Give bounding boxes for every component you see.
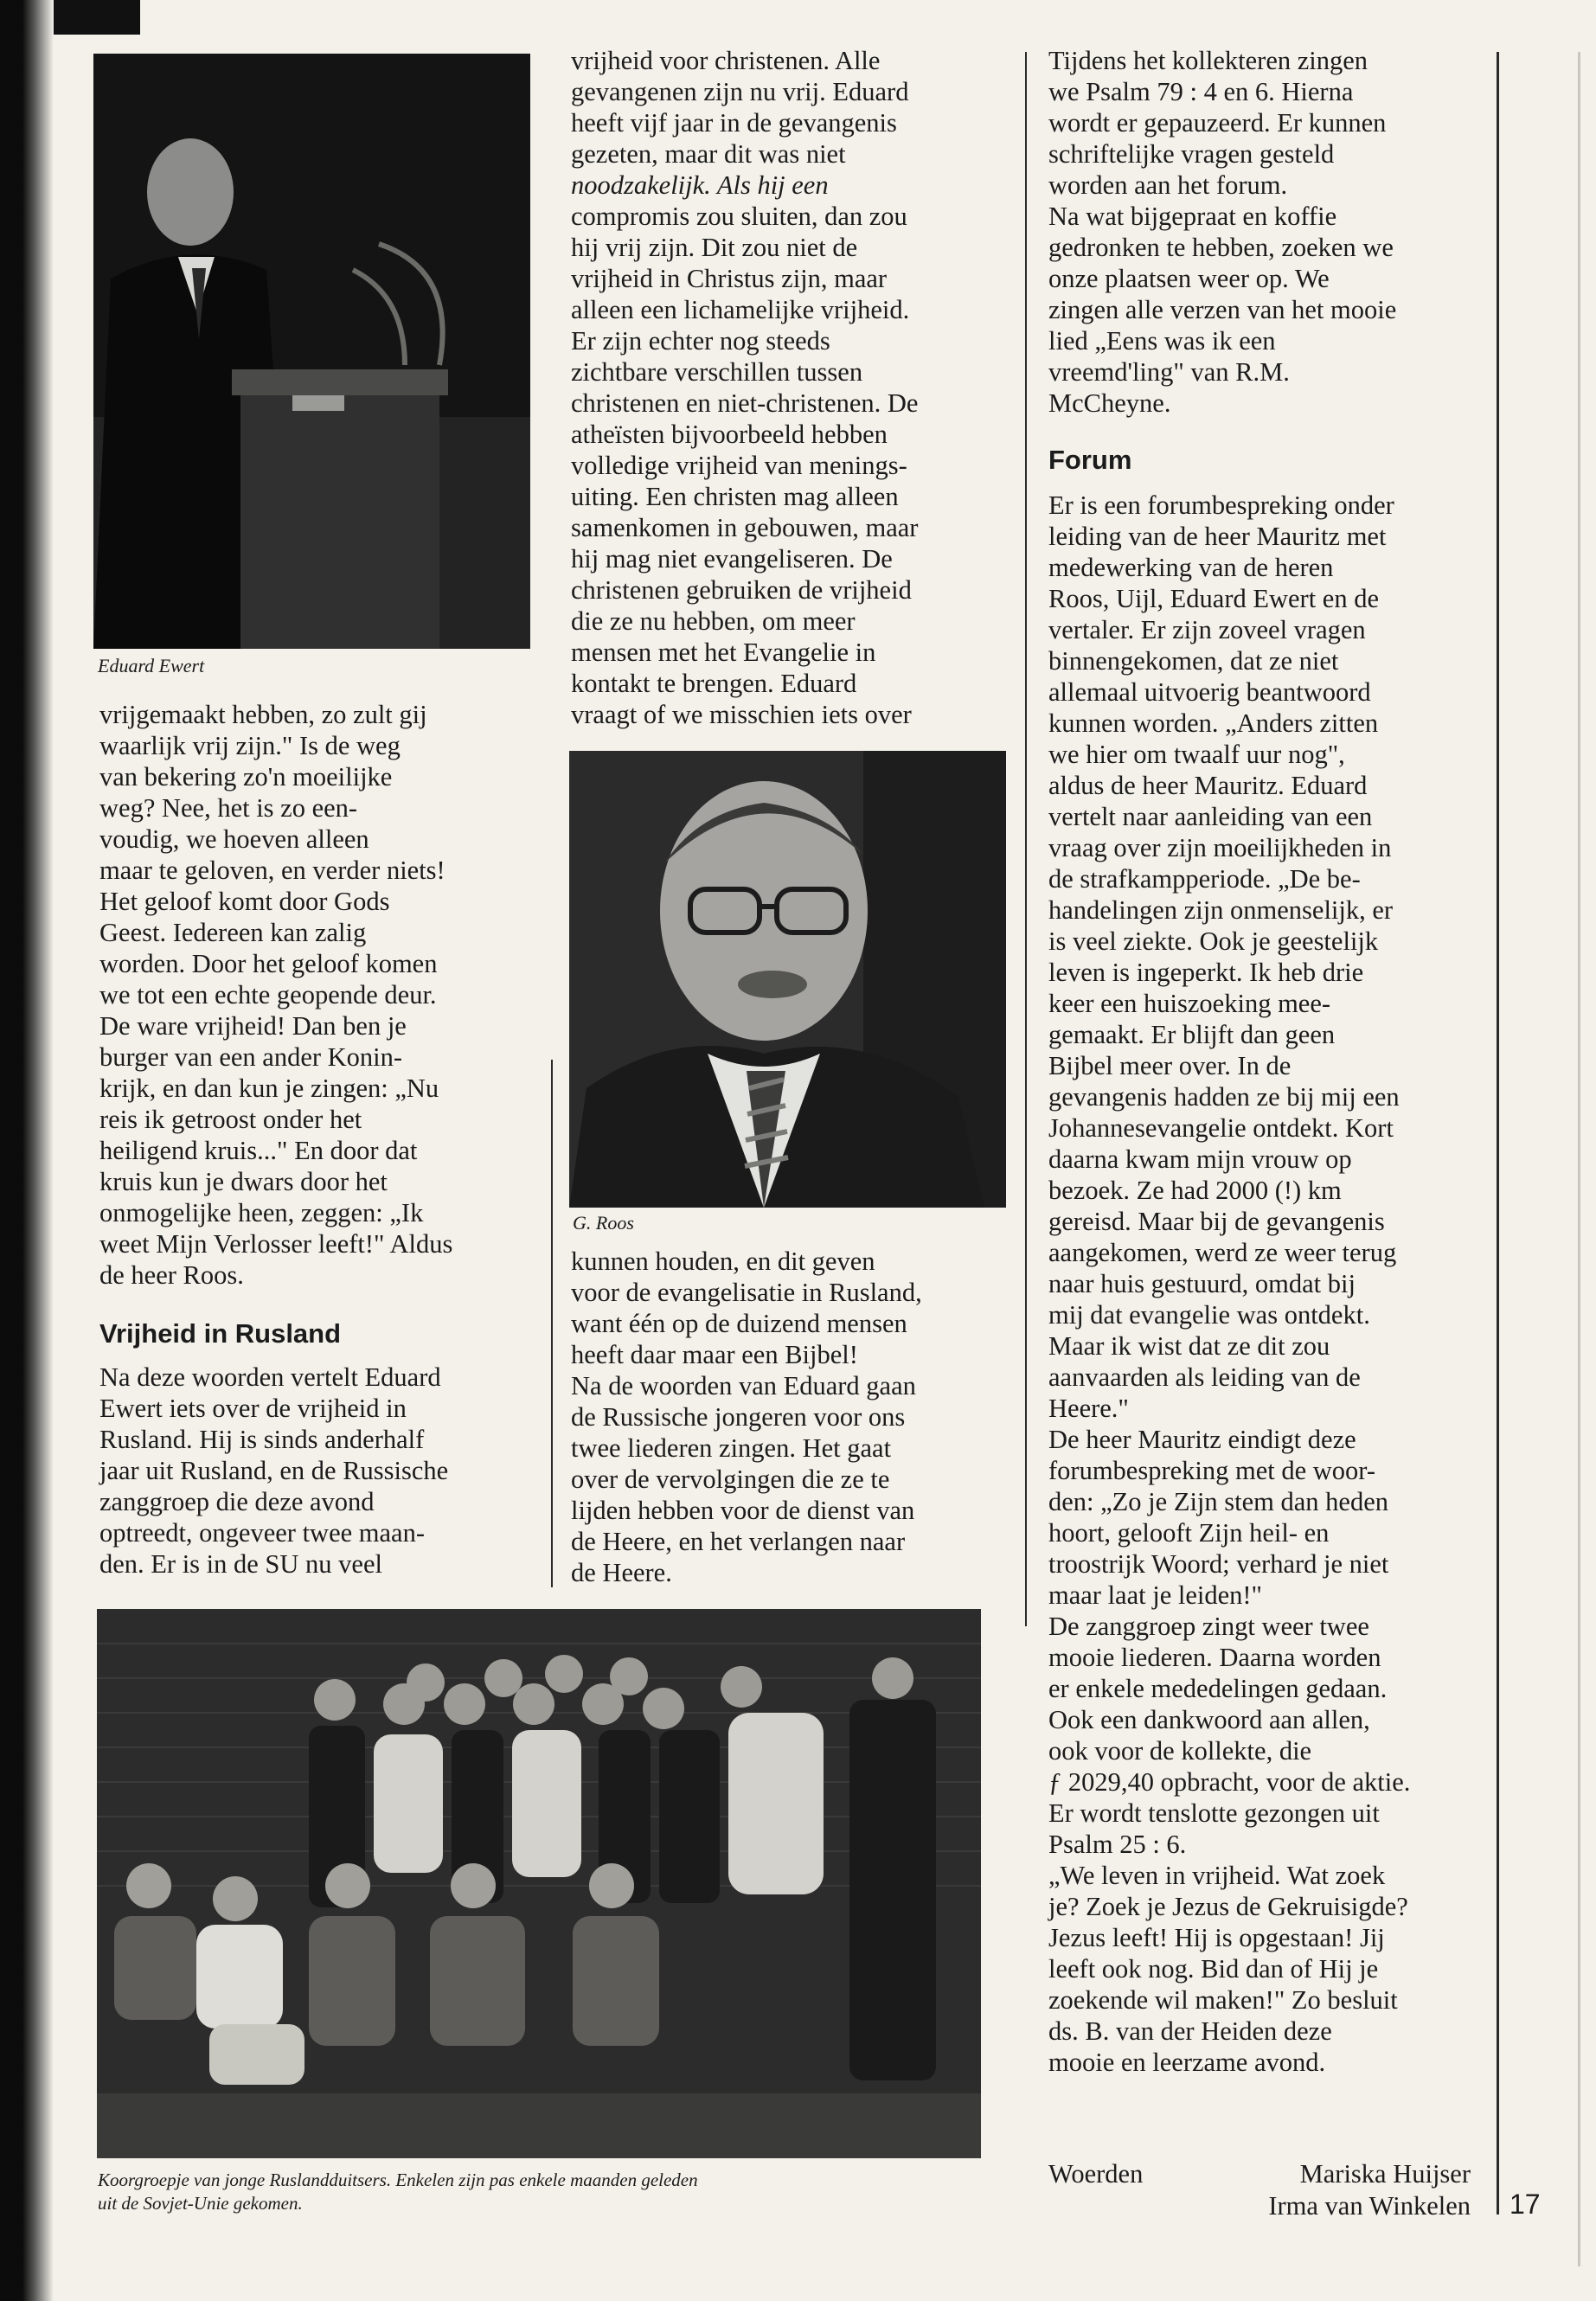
photo-eduard-ewert [93,54,530,649]
photo-choir-group [97,1609,981,2158]
caption-roos: G. Roos [573,1212,634,1234]
col2-paragraph-2: kunnen houden, en dit geven voor de evangelisatie in Rusland, want één op de duizend mensen heeft daar maar een Bijbel! Na de woorden van Eduard gaan de Russische jongeren voor ons twee liederen zingen. Het gaat over de vervolgingen die ze te lijden hebben voor de dienst van de Heere, en het verlangen naar de Heere. [571,1247,922,1587]
heading-forum: Forum [1048,445,1132,475]
photo-eduard-ewert-image [93,54,530,649]
column-3 [1048,45,1481,2078]
col3-paragraph-1: Tijdens het kollekteren zingen we Psalm 79 : 4 en 6. Hierna wordt er gepauzeerd. Er kunnen schriftelijke vragen gesteld worden aan het forum. Na wat bijgepraat en koffie gedronken te hebben, zoeken we onze plaatsen weer op. We zingen alle verzen van het mooie lied „Eens was ik een vreemd'ling" van R.M. McCheyne. [1048,46,1397,418]
signature-place: Woerden [1048,2159,1144,2189]
scan-edge [54,0,140,35]
caption-choir: Koorgroepje van jonge Ruslandduitsers. Enkelen zijn pas enkele maanden geleden uit de Sovjet-Unie gekomen. [98,2170,698,2214]
col3-paragraph-2: Er is een forumbespreking onder leiding van de heer Mauritz met medewerking van de heren Roos, Uijl, Eduard Ewert en de vertaler. Er zijn zoveel vragen binnengekomen, dat ze niet allemaal uitvoerig beantwoord kunnen worden. „Anders zitten we hier om twaalf uur nog", aldus de heer Mauritz. Eduard vertelt naar aanleiding van een vraag over zijn moeilijkheden in de strafkampperiode. „De be- handelingen zijn onmenselijk, er is veel ziekte. Ook je geestelijk leven is ingeperkt. Ik heb drie keer een huiszoeking mee- gemaakt. Er blijft dan geen Bijbel meer over. In de gevangenis hadden ze bij mij een Johannesevangelie ontdekt. Kort daarna kwam mijn vrouw op bezoek. Ze had 2000 (!) km gereisd. Maar bij de gevangenis aangekomen, werd ze weer terug naar huis gestuurd, omdat bij mij dat evangelie was ontdekt. Maar ik wist dat ze dit zou aanvaarden als leiding van de Heere." De heer Mauritz eindigt deze forumbespreking met de woor- den: „Zo je Zijn stem dan heden hoort, gelooft Zijn heil- en troostrijk Woord; verhard je niet maar laat je leiden!" De zanggroep zingt weer twee mooie liederen. Daarna worden er enkele mededelingen gedaan. Ook een dankwoord aan allen, ook voor de kollekte, die ƒ 2029,40 opbracht, voor de aktie. Er wordt tenslotte gezongen uit Psalm 25 : 6. „We leven in vrijheid. Wat zoek je? Zoek je Jezus de Gekruisigde? Jezus leeft! Hij is opgestaan! Jij leeft ook nog. Bid dan of Hij je zoekende wil maken!" Zo besluit ds. B. van der Heiden deze mooie en leerzame avond. [1048,490,1411,2077]
caption-ewert: Eduard Ewert [98,655,205,676]
col2-paragraph-1 [571,45,1003,730]
heading-vrijheid-in-rusland: Vrijheid in Rusland [99,1318,342,1349]
col2-text-a: vrijheid voor christenen. Alle gevangenen zijn nu vrij. Eduard heeft vijf jaar in de gevangenis gezeten, maar dit was niet [571,46,909,169]
column-rule-2 [1025,52,1027,1626]
binding-shadow [0,0,54,2301]
col2-text-italic: noodzakelijk. Als hij een [571,170,829,200]
signature-author-1: Mariska Huijser [1299,2159,1471,2189]
page-edge [1578,52,1580,2266]
column-2-continued [571,1246,1003,1588]
column-rule-1 [551,1060,553,1587]
col1-paragraph-1: vrijgemaakt hebben, zo zult gij waarlijk vrij zijn." Is de weg van bekering zo'n moeilijke weg? Nee, het is zo een- voudig, we hoeven alleen maar te geloven, en verder niets! Het geloof komt door Gods Geest. Iedereen kan zalig worden. Door het geloof komen we tot een echte geopende deur. De ware vrijheid! Dan ben je burger van een ander Konin- krijk, en dan kun je zingen: „Nu reis ik getroost onder het heiligend kruis..." En door dat kruis kun je dwars door het onmogelijke heen, zeggen: „Ik weet Mijn Verlosser leeft!" Aldus de heer Roos. [99,700,453,1290]
col1-paragraph-2: Na deze woorden vertelt Eduard Ewert iets over de vrijheid in Rusland. Hij is sinds anderhalf jaar uit Rusland, en de Russische zanggroep die deze avond optreedt, ongeveer twee maan- den. Er is in de SU nu veel [99,1362,449,1579]
photo-g-roos [569,751,1006,1208]
col2-text-c: compromis zou sluiten, dan zou hij vrij zijn. Dit zou niet de vrijheid in Christus zijn, maar alleen een lichamelijke vrijheid. Er zijn echter nog steeds zichtbare verschillen tussen christenen en niet-christenen. De atheïsten bijvoorbeeld hebben volledige vrijheid van menings- uiting. Een christen mag alleen samenkomen in gebouwen, maar hij mag niet evangeliseren. De christenen gebruiken de vrijheid die ze nu hebben, om meer mensen met het Evangelie in kontakt te brengen. Eduard vraagt of we misschien iets over [571,202,919,729]
column-1 [99,699,549,1580]
signature-author-2: Irma van Winkelen [1268,2191,1471,2221]
column-2 [571,45,1003,730]
column-rule-3 [1497,52,1499,2214]
page-number: 17 [1509,2189,1541,2220]
photo-choir-group-image [97,1609,981,2158]
photo-g-roos-image [569,751,1006,1208]
